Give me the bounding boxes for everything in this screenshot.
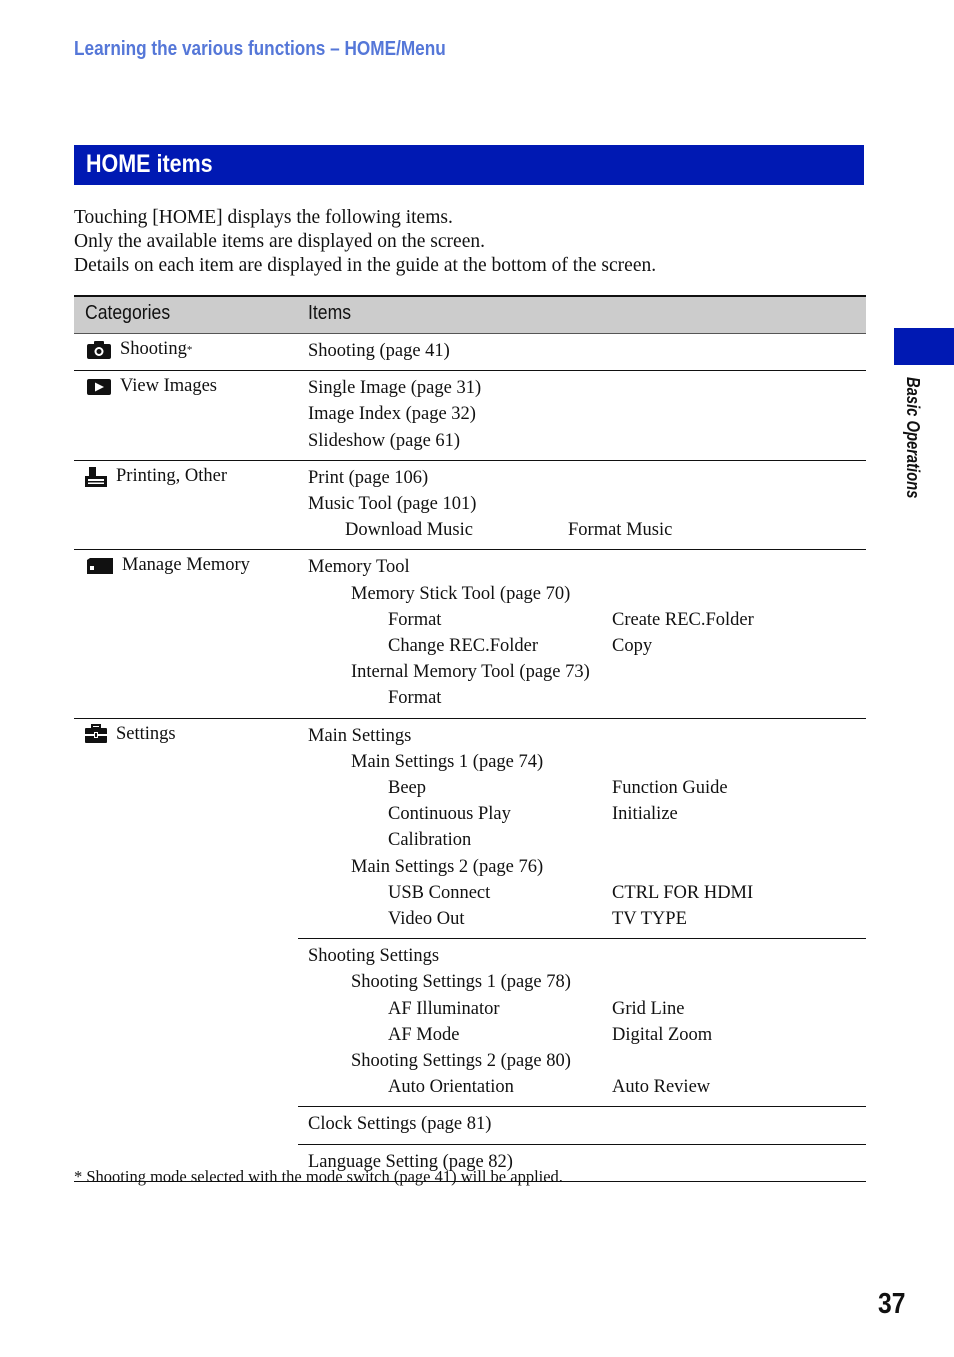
table-header bbox=[74, 295, 866, 334]
list-item: Shooting (page 41) bbox=[308, 341, 450, 361]
table-row-printing bbox=[74, 461, 866, 551]
list-item: AF Illuminator Grid Line bbox=[388, 998, 685, 1019]
intro-text bbox=[74, 206, 656, 278]
list-item: Format Create REC.Folder bbox=[388, 609, 754, 630]
category-label: Printing, Other bbox=[116, 466, 227, 487]
list-item: Main Settings 2 (page 76) bbox=[351, 856, 544, 877]
list-item: Shooting Settings bbox=[308, 946, 440, 967]
list-item: Continuous Play Initialize bbox=[388, 804, 678, 825]
play-icon bbox=[86, 378, 112, 396]
list-item: Memory Stick Tool (page 70) bbox=[351, 583, 571, 604]
category-label: Settings bbox=[116, 723, 176, 744]
category-settings bbox=[84, 724, 176, 745]
side-tab-label-wrap bbox=[901, 377, 925, 517]
table-row-manage-memory bbox=[74, 550, 866, 718]
category-view-images bbox=[86, 376, 217, 397]
printer-icon bbox=[84, 466, 108, 488]
list-item: Main Settings 1 (page 74) bbox=[351, 751, 544, 772]
list-item: Auto Orientation Auto Review bbox=[388, 1077, 711, 1098]
header-categories: Categories bbox=[85, 302, 171, 324]
home-items-table bbox=[74, 295, 866, 1182]
category-label: View Images bbox=[120, 376, 218, 397]
table-row-view-images bbox=[74, 371, 866, 461]
list-item: Shooting Settings 1 (page 78) bbox=[351, 972, 571, 993]
list-item: Format bbox=[388, 688, 442, 709]
list-item: Slideshow (page 61) bbox=[308, 430, 461, 451]
table-row-settings bbox=[74, 719, 866, 1182]
table-row-shooting bbox=[74, 334, 866, 371]
list-item: Single Image (page 31) bbox=[308, 378, 482, 399]
list-item: Internal Memory Tool (page 73) bbox=[351, 662, 590, 683]
category-label: Manage Memory bbox=[122, 555, 250, 576]
settings-group-shooting bbox=[298, 939, 866, 1107]
list-item: Video Out TV TYPE bbox=[388, 909, 687, 930]
category-shooting: Shooting * bbox=[86, 339, 192, 360]
list-item: USB Connect CTRL FOR HDMI bbox=[388, 882, 754, 903]
running-header: Learning the various functions – HOME/Menu bbox=[74, 38, 446, 60]
section-title-bar bbox=[74, 145, 864, 185]
category-printing bbox=[84, 466, 227, 488]
footnote: * Shooting mode selected with the mode switch (page 41) will be applied. bbox=[74, 1167, 563, 1186]
list-item: Beep Function Guide bbox=[388, 778, 728, 799]
side-tab bbox=[894, 328, 954, 365]
header-items: Items bbox=[308, 302, 352, 324]
list-item: Change REC.Folder Copy bbox=[388, 636, 653, 657]
list-item: Language Setting (page 82) bbox=[308, 1151, 513, 1172]
toolbox-icon bbox=[84, 724, 108, 744]
list-item: Memory Tool bbox=[308, 557, 410, 578]
list-item: Download Music Format Music bbox=[345, 520, 673, 541]
list-item: Print (page 106) bbox=[308, 467, 429, 488]
category-manage-memory bbox=[86, 555, 250, 576]
section-title: HOME items bbox=[86, 150, 213, 178]
category-label: Shooting bbox=[120, 339, 187, 359]
intro-line: Details on each item are displayed in the guide at the bottom of the screen. bbox=[74, 255, 657, 276]
list-item: Calibration bbox=[388, 830, 472, 851]
settings-group-clock bbox=[298, 1107, 866, 1144]
list-item: AF Mode Digital Zoom bbox=[388, 1024, 713, 1045]
list-item: Clock Settings (page 81) bbox=[308, 1114, 492, 1135]
intro-line: Only the available items are displayed on the screen. bbox=[74, 231, 485, 252]
page-number: 37 bbox=[878, 1288, 906, 1320]
intro-line: Touching [HOME] displays the following items. bbox=[74, 207, 453, 228]
settings-group-main bbox=[298, 719, 866, 940]
memory-card-icon bbox=[86, 557, 114, 575]
camera-icon bbox=[86, 340, 112, 360]
list-item: Shooting Settings 2 (page 80) bbox=[351, 1051, 571, 1072]
side-tab-label: Basic Operations bbox=[903, 377, 923, 499]
list-item: Music Tool (page 101) bbox=[308, 494, 477, 515]
list-item: Image Index (page 32) bbox=[308, 404, 476, 425]
list-item: Main Settings bbox=[308, 725, 412, 746]
